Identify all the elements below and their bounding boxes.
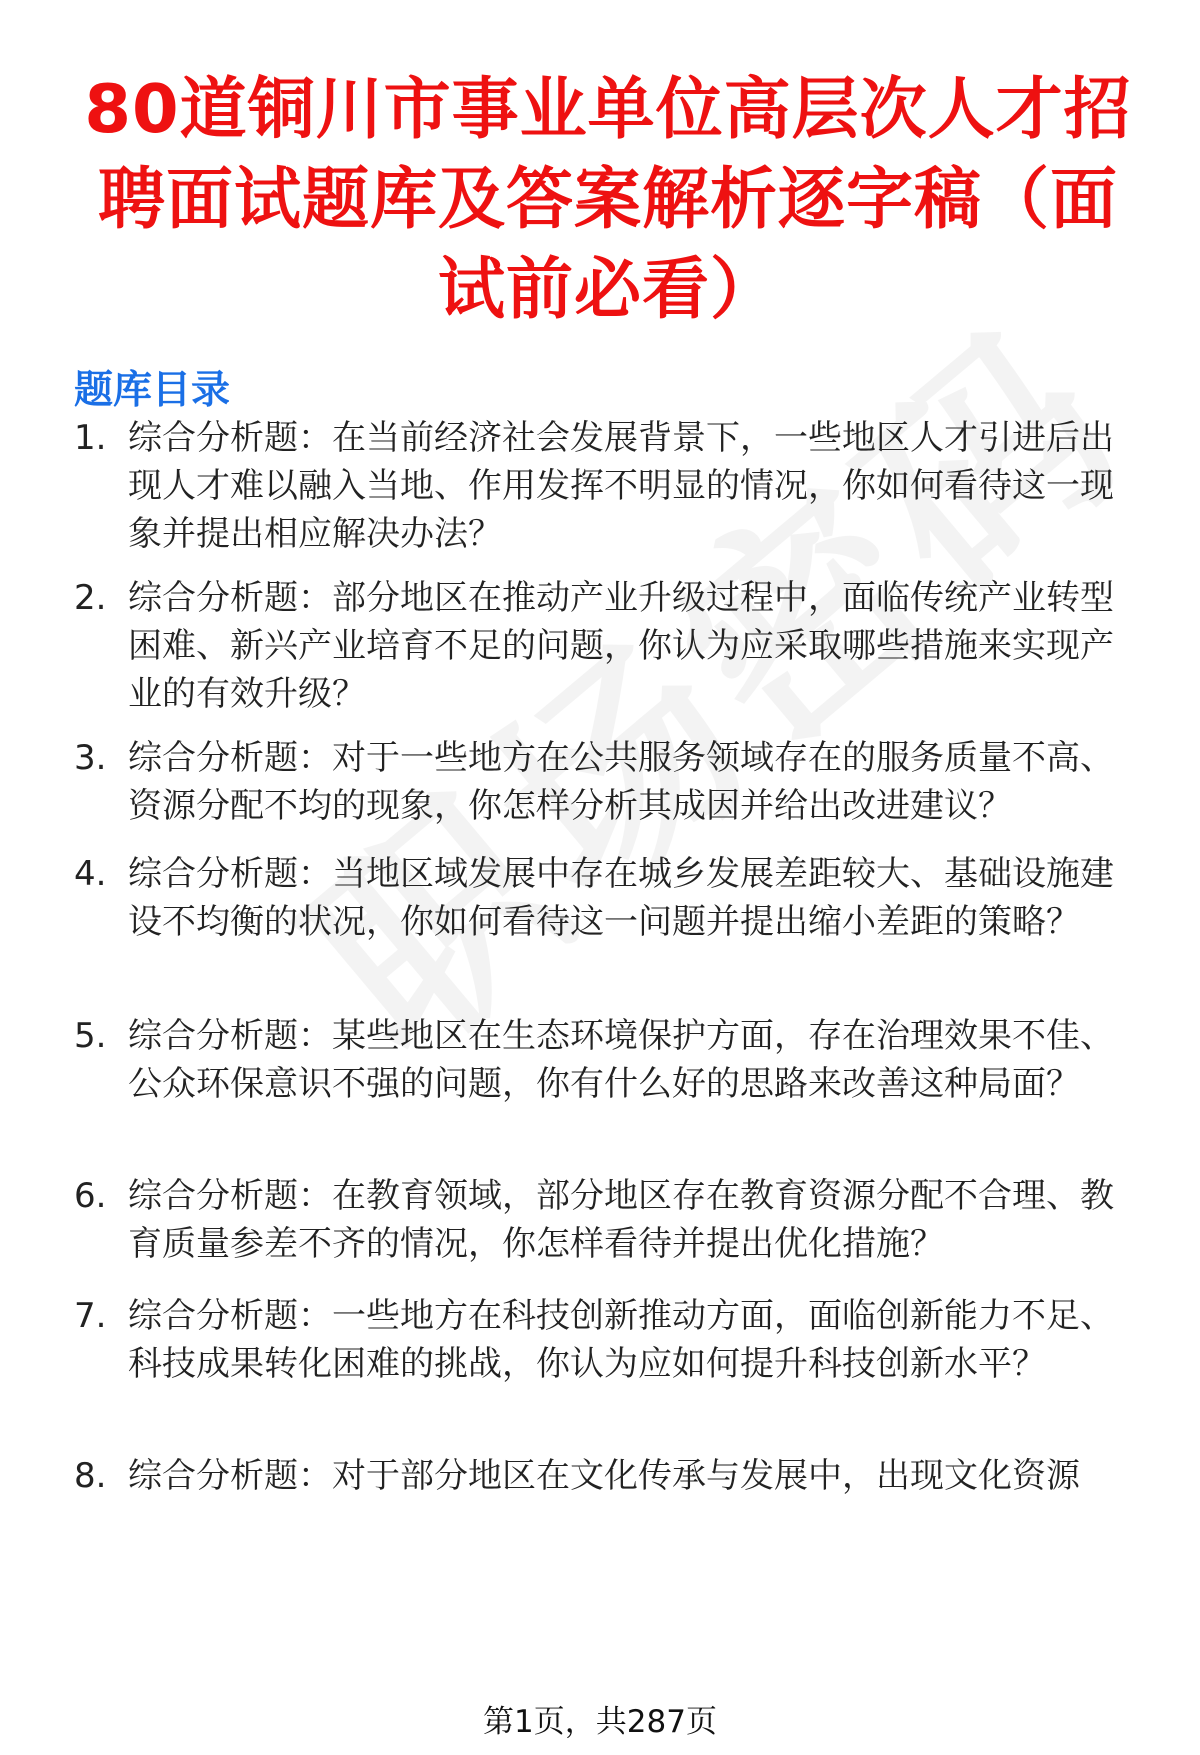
page-number: 第1页，共287页	[483, 1704, 717, 1740]
question-item	[74, 850, 1144, 946]
question-item	[74, 1012, 1144, 1108]
question-text: 综合分析题：部分地区在推动产业升级过程中，面临传统产业转型困难、新兴产业培育不足的问题，你认为应采取哪些措施来实现产业的有效升级？	[128, 578, 1114, 714]
question-text: 综合分析题：在教育领域，部分地区存在教育资源分配不合理、教育质量参差不齐的情况，你怎样看待并提出优化措施？	[128, 1176, 1114, 1264]
question-number: 3.	[74, 738, 107, 778]
question-number: 1.	[74, 418, 107, 458]
question-text: 综合分析题：一些地方在科技创新推动方面，面临创新能力不足、科技成果转化困难的挑战，你认为应如何提升科技创新水平？	[128, 1296, 1114, 1384]
toc-heading: 题库目录	[74, 368, 231, 413]
question-item	[74, 414, 1144, 558]
question-text: 综合分析题：对于一些地方在公共服务领域存在的服务质量不高、资源分配不均的现象，你怎样分析其成因并给出改进建议？	[128, 738, 1114, 826]
question-item	[74, 574, 1144, 718]
question-text: 综合分析题：某些地区在生态环境保护方面，存在治理效果不佳、公众环保意识不强的问题，你有什么好的思路来改善这种局面？	[128, 1016, 1114, 1104]
question-item	[74, 1292, 1144, 1388]
question-text: 综合分析题：在当前经济社会发展背景下，一些地区人才引进后出现人才难以融入当地、作用发挥不明显的情况，你如何看待这一现象并提出相应解决办法？	[128, 418, 1114, 554]
question-number: 4.	[74, 854, 107, 894]
question-number: 7.	[74, 1296, 107, 1336]
question-number: 5.	[74, 1016, 107, 1056]
question-item	[74, 1172, 1144, 1268]
question-number: 2.	[74, 578, 107, 618]
question-text: 综合分析题：当地区域发展中存在城乡发展差距较大、基础设施建设不均衡的状况，你如何看待这一问题并提出缩小差距的策略？	[128, 854, 1114, 942]
question-number: 6.	[74, 1176, 107, 1216]
question-number: 8.	[74, 1456, 107, 1496]
question-item	[74, 734, 1144, 830]
question-item	[74, 1452, 1144, 1500]
question-text: 综合分析题：对于部分地区在文化传承与发展中，出现文化资源	[128, 1456, 1080, 1496]
document-title: 80道铜川市事业单位高层次人才招聘面试题库及答案解析逐字稿（面试前必看）	[84, 70, 1132, 328]
